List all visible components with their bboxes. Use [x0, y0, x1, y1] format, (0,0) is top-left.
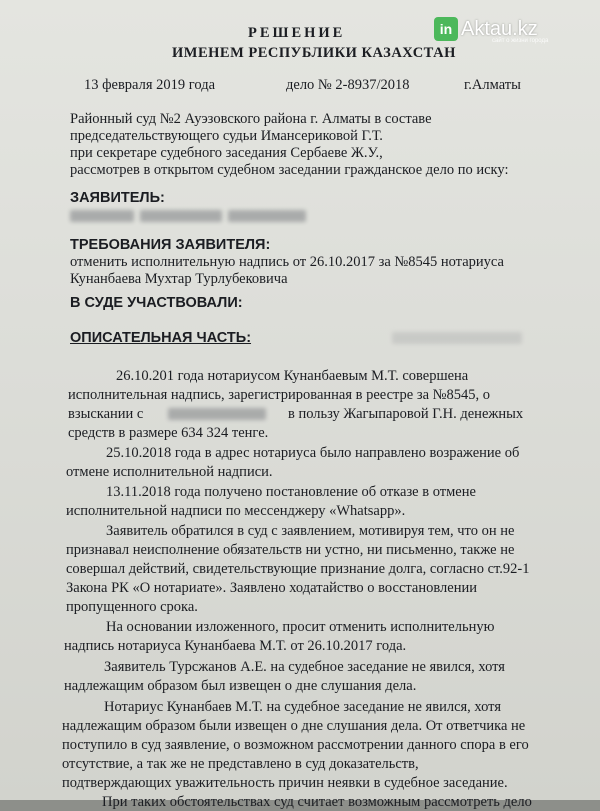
body-line: надпись нотариуса Кунанбаева М.Т. от 26.10.2017 года.	[64, 638, 407, 654]
body-line: Закона РК «О нотариате». Заявлено ходатайство о восстановлении	[66, 580, 477, 596]
descriptive-heading: ОПИСАТЕЛЬНАЯ ЧАСТЬ:	[70, 330, 252, 346]
redacted-debtor	[168, 408, 266, 420]
body-line: Нотариус Кунанбаев М.Т. на судебное заседание не явился, хотя	[104, 699, 501, 715]
body-line: 25.10.2018 года в адрес нотариуса было направлено возражение об	[106, 445, 520, 461]
intro-line: Районный суд №2 Ауэзовского района г. Алматы в составе	[70, 111, 432, 127]
body-line: поступило в суд заявление, о возможном рассмотрении данного спора в его	[62, 737, 529, 753]
logo-site-name: Aktau.kz	[461, 17, 538, 40]
body-line: пропущенного срока.	[66, 599, 198, 615]
body-line: в пользу Жагыпаровой Г.Н. денежных	[288, 406, 524, 422]
body-line: совершал действий, свидетельствующие признание долга, согласно ст.92-1	[66, 561, 530, 577]
applicant-heading: ЗАЯВИТЕЛЬ:	[70, 190, 165, 206]
body-line: При таких обстоятельствах суд считает возможным рассмотреть дело	[102, 794, 532, 810]
decision-date: 13 февраля 2019 года	[84, 77, 216, 93]
body-line: Заявитель обратился в суд с заявлением, мотивируя тем, что он не	[106, 523, 515, 539]
intro-line: рассмотрев в открытом судебном заседании гражданское дело по иску:	[70, 162, 509, 178]
body-line: исполнительная надпись, зарегистрированная в реестре за №8545, о	[68, 387, 490, 403]
redacted-name	[228, 210, 306, 222]
body-line: 26.10.201 года нотариусом Кунанбаевым М.Т. совершена	[116, 368, 469, 384]
decision-city: г.Алматы	[464, 77, 521, 93]
body-line: Заявитель Турсжанов А.Е. на судебное заседание не явился, хотя	[104, 659, 505, 675]
body-line: исполнительной надписи по мессенджеру «Whatsapp».	[66, 503, 406, 519]
logo-badge: in	[434, 17, 458, 41]
redacted-name	[140, 210, 222, 222]
body-line: отмене исполнительной надписи.	[66, 464, 273, 480]
claims-heading: ТРЕБОВАНИЯ ЗАЯВИТЕЛЯ:	[70, 237, 271, 253]
document-subtitle: ИМЕНЕМ РЕСПУБЛИКИ КАЗАХСТАН	[172, 45, 456, 61]
redacted-name	[70, 210, 134, 222]
body-line: взыскании с	[68, 406, 144, 422]
claims-text: Кунанбаева Мухтар Турлубековича	[70, 271, 288, 287]
case-number: дело № 2-8937/2018	[286, 77, 410, 93]
claims-text: отменить исполнительную надпись от 26.10.2017 за №8545 нотариуса	[70, 254, 504, 270]
body-line: отсутствие, а так же не представлено в суд доказательств,	[62, 756, 419, 772]
redacted-stamp	[392, 332, 522, 344]
body-line: средств в размере 634 324 тенге.	[68, 425, 269, 441]
body-line: надлежащим образом были извещен о дне слушания дела. От ответчика не	[62, 718, 526, 734]
participants-heading: В СУДЕ УЧАСТВОВАЛИ:	[70, 295, 243, 311]
intro-line: при секретаре судебного заседания Сербаеве Ж.У.,	[70, 145, 383, 161]
logo-tagline: сайт о жизни города	[492, 38, 549, 44]
body-line: надлежащим образом был извещен о дне слушания дела.	[64, 678, 417, 694]
body-line: 13.11.2018 года получено постановление об отказе в отмене	[106, 484, 476, 500]
document-title: РЕШЕНИЕ	[248, 25, 346, 41]
body-line: На основании изложенного, просит отменить исполнительную	[106, 619, 495, 635]
intro-line: председательствующего судьи Имансериковой Г.Т.	[70, 128, 383, 144]
body-line: подтверждающих уважительность причин неявки в судебное заседание.	[62, 775, 508, 791]
body-line: признавал неисполнение обязательств ни устно, ни письменно, также не	[66, 542, 515, 558]
